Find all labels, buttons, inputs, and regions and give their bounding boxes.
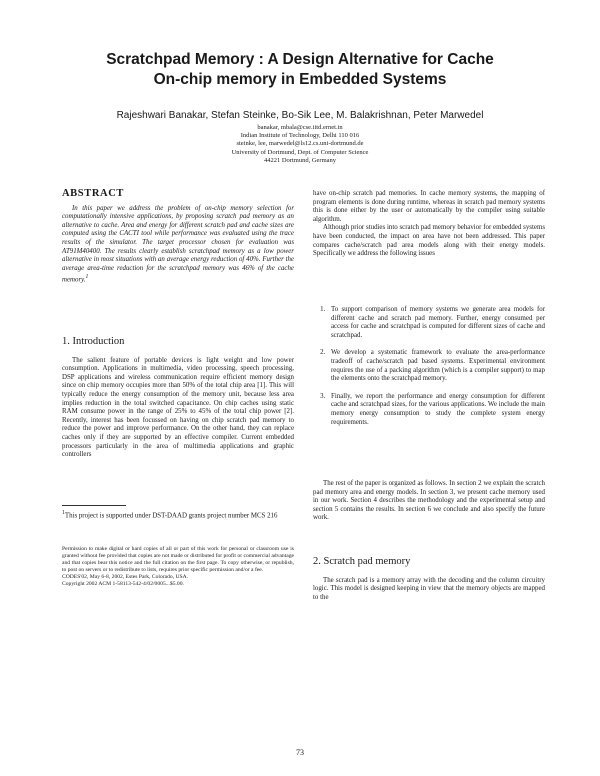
footnote-text: This project is supported under DST-DAAD grants project number MCS 216 <box>64 512 278 520</box>
list-item: 1. To support comparison of memory systems we generate area models for different cache and scratch pad memory. Further, energy consumed per access for cache and scratchpad is computed for different sizes of cache and scratchpad. <box>327 306 545 340</box>
affiliation-line: steinke, lee, marwedel@ls12.cs.uni-dortmund.de <box>236 140 364 148</box>
conference-text: CODES'02, May 6-8, 2002, Estes Park, Colorado, USA. <box>62 574 189 581</box>
paragraph: The rest of the paper is organized as follows. In section 2 we explain the scratch pad memory area and energy models. In section 3, we present cache memory used in our work. Section 4 describes the methodology and the experimental setup and section 5 contains the results. In section 6 we conclude and also specify the future work. <box>313 480 545 522</box>
list-item: 3. Finally, we report the performance and energy consumption for different cache and scratchpad sizes, for the various applications. We include the main memory energy consumption to study the complete system energy requirements. <box>327 393 545 427</box>
copyright-text: Copyright 2002 ACM 1-58113-542-4/02/0005...$5.00. <box>62 581 184 588</box>
paragraph: Although prior studies into scratch pad memory behavior for embedded systems have been conducted, the impact on area have not been addressed. This paper compares cache/scratch pad area models along with their energy models. Specifically we address the following issues <box>313 224 545 258</box>
page-number: 73 <box>296 748 304 757</box>
affiliation-line: 44221 Dortmund, Germany <box>263 156 337 164</box>
section-2-heading: 2. Scratch pad memory <box>313 556 411 567</box>
permission-block <box>62 546 294 589</box>
abstract-text: In this paper we address the problem of on-chip memory selection for computationally intensive applications, by proposing scratch pad memory as an alternative to cache. Area and energy for different scratch pad and cache sizes are computed using the CACTI tool while performance was evaluated using the trace results of the simulator. The target processor chosen for evaluation was AT91M40400. The results clearly establish scratchpad memory as a low power alternative in most situations with an average energy reduction of 40%. Further the average area-time reduction for the scratchpad memory was 46% of the cache memory. <box>62 204 294 284</box>
footnote-marker: 1 <box>62 510 65 516</box>
title-line-1: Scratchpad Memory : A Design Alternative for Cache <box>106 51 494 68</box>
introduction-body: The salient feature of portable devices is light weight and low power consumption. Applications in multimedia, video processing, speech processing, DSP applications and wireless communication require efficient memory design since on chip memory occupies more than 50% of the total chip area [1]. This will typically reduce the energy consumption of the memory unit, because less area implies reduction in the total switched capacitance. On chip caches using static RAM consume power in the range of 25% to 45% of the total chip power [2]. Recently, interest has been focussed on having on chip scratch pad memory to reduce the power and improve performance. On the other hand, they can replace caches only if they are supported by an effective compiler. Current embedded processors particularly in the area of multimedia applications and graphic controllers <box>62 356 294 459</box>
abstract-section <box>62 190 294 285</box>
affiliation-line: Indian Institute of Technology, Delhi 110 016 <box>240 132 360 140</box>
introduction-section <box>62 338 294 460</box>
paragraph: have on-chip scratch pad memories. In cache memory systems, the mapping of program elements is done during runtime, whereas in scratch pad memory systems this is done either by the user or automatically by the compiler using suitable algorithm. <box>313 190 545 223</box>
contribution-list <box>313 306 545 436</box>
footnote-rule <box>62 505 126 506</box>
section-2-body: The scratch pad is a memory array with the decoding and the column circuitry logic. This model is designed keeping in view that the memory objects are mapped to the <box>313 576 545 601</box>
title-line-2: On-chip memory in Embedded Systems <box>153 71 447 88</box>
permission-text: Permission to make digital or hard copies of all or part of this work for personal or classroom use is granted without fee provided that copies are not made or distributed for profit or commercial advantage and that copies bear this notice and the full citation on the first page. To copy otherwise, or republish, to post on servers or to redistribute to lists, requires prior specific permission and/or a fee. <box>62 546 294 574</box>
abstract-body <box>62 205 294 286</box>
footnote <box>62 509 294 521</box>
introduction-heading: 1. Introduction <box>62 336 125 347</box>
affiliation-line: University of Dortmund, Dept. of Computer Science <box>231 148 369 156</box>
affiliation-line: banakar, mbala@cse.iitd.ernet.in <box>257 124 343 131</box>
abstract-heading: ABSTRACT <box>62 188 124 199</box>
section-2 <box>313 558 545 602</box>
affiliations <box>0 124 600 165</box>
paper-title <box>0 50 600 90</box>
author-list: Rajeshwari Banakar, Stefan Steinke, Bo-Sik Lee, M. Balakrishnan, Peter Marwedel <box>116 110 484 121</box>
list-item: 2. We develop a systematic framework to evaluate the area-performance tradeoff of cache/scratch pad based systems. Experimental environment requires the use of a packing algorithm (which is a compiler support) to map the elements onto the scratchpad memory. <box>327 349 545 383</box>
organization-paragraph <box>313 480 545 523</box>
footnote-marker: 1 <box>85 274 89 281</box>
right-column-intro <box>313 190 545 259</box>
